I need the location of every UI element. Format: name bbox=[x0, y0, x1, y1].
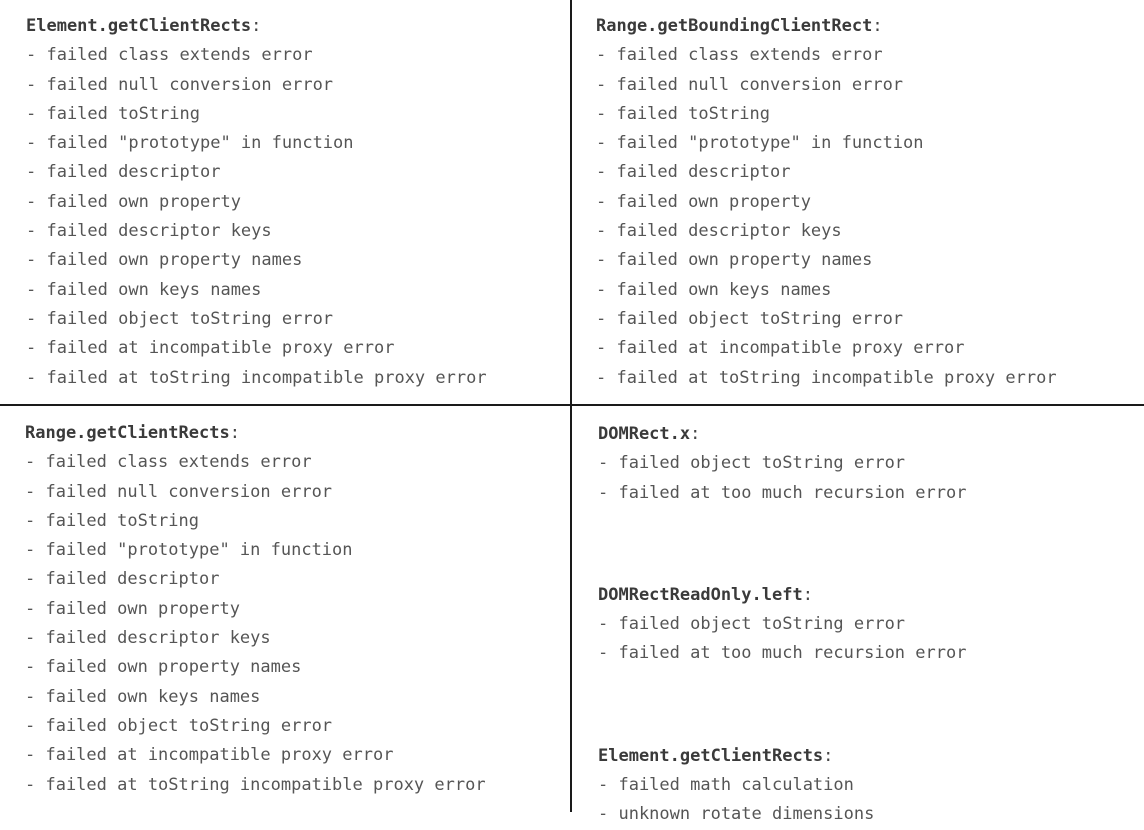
panel-heading bbox=[596, 12, 1057, 41]
list-item: - failed descriptor keys bbox=[596, 221, 842, 242]
api-name: DOMRect.x bbox=[598, 424, 691, 444]
api-name: DOMRectReadOnly.left bbox=[598, 584, 803, 605]
heading-colon: : bbox=[872, 16, 883, 36]
failure-list bbox=[598, 771, 966, 830]
list-item: - failed object toString error bbox=[598, 453, 906, 474]
result-block-domrect-x bbox=[598, 420, 966, 508]
list-item: - failed descriptor keys bbox=[25, 628, 271, 649]
list-item: - failed at incompatible proxy error bbox=[596, 338, 965, 359]
list-item: - failed at too much recursion error bbox=[598, 482, 967, 503]
list-item: - failed own keys names bbox=[26, 279, 262, 300]
heading-colon: : bbox=[802, 584, 813, 605]
panel-heading bbox=[25, 419, 486, 448]
list-item: - failed own property bbox=[26, 191, 241, 212]
api-name: Element.getClientRects bbox=[26, 16, 252, 36]
list-item: - failed null conversion error bbox=[596, 74, 904, 95]
list-item: - failed at too much recursion error bbox=[598, 643, 967, 664]
panel-domrect-results bbox=[598, 420, 966, 830]
list-item: - failed descriptor bbox=[26, 162, 221, 183]
spacer bbox=[598, 669, 966, 742]
failure-list bbox=[598, 449, 966, 508]
list-item: - failed object toString error bbox=[25, 715, 333, 736]
list-item: - failed own property bbox=[25, 598, 240, 619]
list-item: - failed object toString error bbox=[598, 614, 906, 635]
list-item: - failed class extends error bbox=[26, 45, 313, 66]
list-item: - failed at toString incompatible proxy error bbox=[596, 367, 1057, 388]
failure-list bbox=[596, 41, 1057, 393]
list-item: - failed "prototype" in function bbox=[26, 133, 354, 154]
result-block-element-getclientrects bbox=[598, 742, 966, 830]
list-item: - failed class extends error bbox=[596, 45, 883, 66]
list-item: - failed own property bbox=[596, 191, 811, 212]
block-heading bbox=[598, 581, 966, 610]
heading-colon: : bbox=[690, 424, 701, 444]
api-name: Element.getClientRects bbox=[598, 745, 824, 766]
heading-colon: : bbox=[229, 423, 240, 443]
list-item: - failed own keys names bbox=[596, 279, 832, 300]
panel-range-getboundingclientrect bbox=[596, 12, 1057, 393]
api-name: Range.getClientRects bbox=[25, 423, 230, 443]
block-heading bbox=[598, 742, 966, 771]
api-name: Range.getBoundingClientRect bbox=[596, 16, 873, 36]
list-item: - failed descriptor bbox=[25, 569, 220, 590]
list-item: - failed toString bbox=[26, 103, 200, 124]
list-item: - unknown rotate dimensions bbox=[598, 804, 875, 825]
panel-heading bbox=[26, 12, 487, 41]
spacer bbox=[598, 508, 966, 581]
list-item: - failed at incompatible proxy error bbox=[26, 338, 395, 359]
list-item: - failed at toString incompatible proxy error bbox=[26, 367, 487, 388]
list-item: - failed at incompatible proxy error bbox=[25, 745, 394, 766]
failure-list bbox=[25, 448, 486, 800]
result-block-domrectreadonly-left bbox=[598, 581, 966, 669]
list-item: - failed own property names bbox=[26, 250, 303, 271]
heading-colon: : bbox=[823, 745, 834, 766]
list-item: - failed "prototype" in function bbox=[25, 540, 353, 561]
list-item: - failed null conversion error bbox=[26, 74, 334, 95]
list-item: - failed toString bbox=[596, 103, 770, 124]
list-item: - failed at toString incompatible proxy error bbox=[25, 774, 486, 795]
failure-list bbox=[598, 610, 966, 669]
list-item: - failed math calculation bbox=[598, 775, 854, 796]
failure-list bbox=[26, 41, 487, 393]
list-item: - failed descriptor bbox=[596, 162, 791, 183]
heading-colon: : bbox=[251, 16, 262, 36]
panel-element-getclientrects bbox=[26, 12, 487, 393]
list-item: - failed "prototype" in function bbox=[596, 133, 924, 154]
list-item: - failed object toString error bbox=[26, 308, 334, 329]
list-item: - failed class extends error bbox=[25, 452, 312, 473]
block-heading bbox=[598, 420, 966, 449]
list-item: - failed object toString error bbox=[596, 308, 904, 329]
list-item: - failed own property names bbox=[596, 250, 873, 271]
list-item: - failed toString bbox=[25, 510, 199, 531]
list-item: - failed descriptor keys bbox=[26, 221, 272, 242]
list-item: - failed own property names bbox=[25, 657, 302, 678]
panel-range-getclientrects bbox=[25, 419, 486, 800]
list-item: - failed null conversion error bbox=[25, 481, 333, 502]
vertical-divider bbox=[570, 0, 572, 812]
horizontal-divider bbox=[0, 404, 1144, 406]
list-item: - failed own keys names bbox=[25, 686, 261, 707]
